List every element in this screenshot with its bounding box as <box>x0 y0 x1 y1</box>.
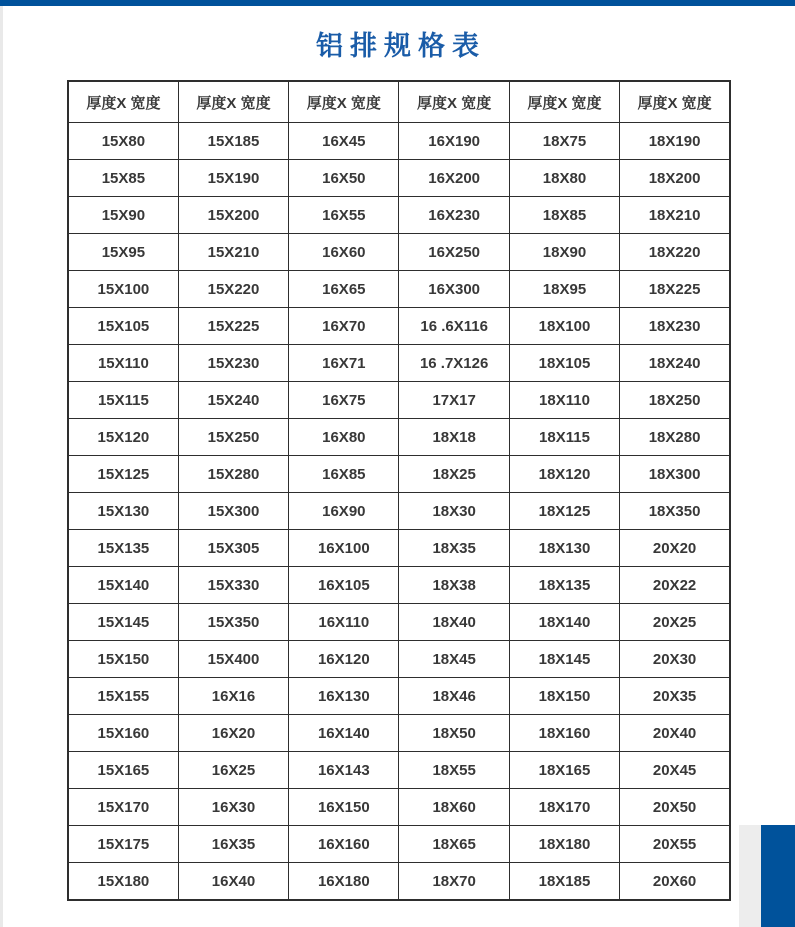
table-cell: 18X225 <box>620 271 730 308</box>
table-cell: 16X80 <box>289 419 399 456</box>
table-head <box>68 81 730 123</box>
table-row <box>68 567 730 604</box>
table-row <box>68 641 730 678</box>
table-cell: 15X125 <box>68 456 178 493</box>
table-cell: 16X90 <box>289 493 399 530</box>
table-row <box>68 863 730 901</box>
table-cell: 18X65 <box>399 826 509 863</box>
table-cell: 15X280 <box>178 456 288 493</box>
table-row <box>68 715 730 752</box>
table-cell: 15X150 <box>68 641 178 678</box>
table-cell: 18X25 <box>399 456 509 493</box>
table-cell: 16X300 <box>399 271 509 308</box>
table-cell: 16X25 <box>178 752 288 789</box>
column-header: 厚度X 宽度 <box>178 81 288 123</box>
table-cell: 16X150 <box>289 789 399 826</box>
table-cell: 15X300 <box>178 493 288 530</box>
table-cell: 18X250 <box>620 382 730 419</box>
table-cell: 18X100 <box>509 308 619 345</box>
table-cell: 15X105 <box>68 308 178 345</box>
table-cell: 16X180 <box>289 863 399 901</box>
table-cell: 16X45 <box>289 123 399 160</box>
table-cell: 15X140 <box>68 567 178 604</box>
table-cell: 18X50 <box>399 715 509 752</box>
table-cell: 15X85 <box>68 160 178 197</box>
table-cell: 18X70 <box>399 863 509 901</box>
table-cell: 15X145 <box>68 604 178 641</box>
table-cell: 16X190 <box>399 123 509 160</box>
table-cell: 18X210 <box>620 197 730 234</box>
column-header: 厚度X 宽度 <box>289 81 399 123</box>
bottom-right-blue-block <box>761 825 795 927</box>
table-cell: 15X200 <box>178 197 288 234</box>
table-cell: 15X175 <box>68 826 178 863</box>
table-cell: 18X115 <box>509 419 619 456</box>
table-cell: 18X18 <box>399 419 509 456</box>
table-cell: 16X35 <box>178 826 288 863</box>
table-cell: 18X350 <box>620 493 730 530</box>
table-cell: 15X160 <box>68 715 178 752</box>
table-cell: 16X200 <box>399 160 509 197</box>
table-cell: 15X95 <box>68 234 178 271</box>
table-row <box>68 456 730 493</box>
table-cell: 18X38 <box>399 567 509 604</box>
table-cell: 15X240 <box>178 382 288 419</box>
column-header: 厚度X 宽度 <box>620 81 730 123</box>
table-cell: 18X60 <box>399 789 509 826</box>
table-cell: 18X95 <box>509 271 619 308</box>
table-cell: 15X190 <box>178 160 288 197</box>
table-cell: 20X55 <box>620 826 730 863</box>
table-row <box>68 271 730 308</box>
table-cell: 15X210 <box>178 234 288 271</box>
page-title: 铝排规格表 <box>316 31 486 61</box>
table-cell: 16X20 <box>178 715 288 752</box>
table-cell: 15X350 <box>178 604 288 641</box>
table-cell: 20X50 <box>620 789 730 826</box>
table-cell: 18X240 <box>620 345 730 382</box>
table-cell: 18X85 <box>509 197 619 234</box>
table-cell: 20X40 <box>620 715 730 752</box>
table-cell: 15X130 <box>68 493 178 530</box>
table-cell: 16X230 <box>399 197 509 234</box>
table-cell: 17X17 <box>399 382 509 419</box>
table-cell: 16X250 <box>399 234 509 271</box>
table-cell: 15X330 <box>178 567 288 604</box>
table-cell: 18X150 <box>509 678 619 715</box>
table-cell: 18X185 <box>509 863 619 901</box>
table-row <box>68 752 730 789</box>
table-cell: 18X165 <box>509 752 619 789</box>
table-cell: 16X143 <box>289 752 399 789</box>
table-cell: 18X125 <box>509 493 619 530</box>
table-cell: 18X46 <box>399 678 509 715</box>
table-cell: 15X115 <box>68 382 178 419</box>
table-cell: 18X40 <box>399 604 509 641</box>
table-cell: 16 .6X116 <box>399 308 509 345</box>
table-row <box>68 160 730 197</box>
table-cell: 15X165 <box>68 752 178 789</box>
column-header: 厚度X 宽度 <box>509 81 619 123</box>
column-header: 厚度X 宽度 <box>68 81 178 123</box>
table-cell: 15X80 <box>68 123 178 160</box>
table-cell: 18X190 <box>620 123 730 160</box>
table-cell: 15X170 <box>68 789 178 826</box>
table-cell: 16X55 <box>289 197 399 234</box>
table-cell: 18X135 <box>509 567 619 604</box>
table-cell: 20X25 <box>620 604 730 641</box>
table-cell: 15X120 <box>68 419 178 456</box>
table-cell: 18X200 <box>620 160 730 197</box>
table-row <box>68 123 730 160</box>
table-cell: 18X80 <box>509 160 619 197</box>
table-cell: 16X110 <box>289 604 399 641</box>
table-cell: 15X400 <box>178 641 288 678</box>
table-cell: 16X30 <box>178 789 288 826</box>
table-cell: 18X90 <box>509 234 619 271</box>
table-cell: 16X16 <box>178 678 288 715</box>
table-cell: 15X100 <box>68 271 178 308</box>
table-cell: 15X180 <box>68 863 178 901</box>
table-row <box>68 678 730 715</box>
header-row <box>68 81 730 123</box>
table-cell: 15X110 <box>68 345 178 382</box>
table-cell: 16X65 <box>289 271 399 308</box>
table-cell: 15X135 <box>68 530 178 567</box>
table-row <box>68 530 730 567</box>
table-row <box>68 308 730 345</box>
table-cell: 18X45 <box>399 641 509 678</box>
table-cell: 18X55 <box>399 752 509 789</box>
table-cell: 20X45 <box>620 752 730 789</box>
table-cell: 18X130 <box>509 530 619 567</box>
table-cell: 20X60 <box>620 863 730 901</box>
table-cell: 18X170 <box>509 789 619 826</box>
table-cell: 15X305 <box>178 530 288 567</box>
column-header: 厚度X 宽度 <box>399 81 509 123</box>
table-cell: 16X40 <box>178 863 288 901</box>
table-cell: 20X22 <box>620 567 730 604</box>
table-cell: 18X280 <box>620 419 730 456</box>
table-cell: 16X75 <box>289 382 399 419</box>
table-cell: 16X71 <box>289 345 399 382</box>
table-cell: 15X185 <box>178 123 288 160</box>
table-cell: 18X120 <box>509 456 619 493</box>
table-cell: 16X60 <box>289 234 399 271</box>
table-cell: 16X70 <box>289 308 399 345</box>
table-cell: 18X180 <box>509 826 619 863</box>
table-cell: 18X300 <box>620 456 730 493</box>
table-cell: 18X160 <box>509 715 619 752</box>
table-cell: 18X75 <box>509 123 619 160</box>
table-cell: 16X160 <box>289 826 399 863</box>
table-cell: 15X230 <box>178 345 288 382</box>
table-cell: 18X220 <box>620 234 730 271</box>
table-cell: 18X145 <box>509 641 619 678</box>
table-row <box>68 604 730 641</box>
table-cell: 20X20 <box>620 530 730 567</box>
table-cell: 16X85 <box>289 456 399 493</box>
table-row <box>68 419 730 456</box>
table-body <box>68 123 730 901</box>
table-row <box>68 493 730 530</box>
table-cell: 15X155 <box>68 678 178 715</box>
table-row <box>68 197 730 234</box>
table-row <box>68 826 730 863</box>
table-cell: 15X225 <box>178 308 288 345</box>
table-cell: 15X220 <box>178 271 288 308</box>
table-cell: 20X35 <box>620 678 730 715</box>
spec-table <box>67 80 731 901</box>
table-cell: 16 .7X126 <box>399 345 509 382</box>
table-cell: 18X230 <box>620 308 730 345</box>
table-cell: 16X130 <box>289 678 399 715</box>
bottom-right-gray-strip <box>739 825 761 927</box>
table-cell: 15X90 <box>68 197 178 234</box>
table-cell: 16X105 <box>289 567 399 604</box>
table-cell: 18X140 <box>509 604 619 641</box>
table-cell: 20X30 <box>620 641 730 678</box>
table-row <box>68 789 730 826</box>
table-row <box>68 234 730 271</box>
table-row <box>68 382 730 419</box>
table-cell: 18X110 <box>509 382 619 419</box>
top-accent-bar <box>0 0 795 6</box>
left-edge-strip <box>0 6 3 927</box>
table-cell: 16X140 <box>289 715 399 752</box>
table-cell: 18X105 <box>509 345 619 382</box>
table-cell: 18X30 <box>399 493 509 530</box>
table-cell: 15X250 <box>178 419 288 456</box>
table-cell: 16X100 <box>289 530 399 567</box>
table-cell: 16X120 <box>289 641 399 678</box>
table-row <box>68 345 730 382</box>
table-cell: 16X50 <box>289 160 399 197</box>
table-cell: 18X35 <box>399 530 509 567</box>
